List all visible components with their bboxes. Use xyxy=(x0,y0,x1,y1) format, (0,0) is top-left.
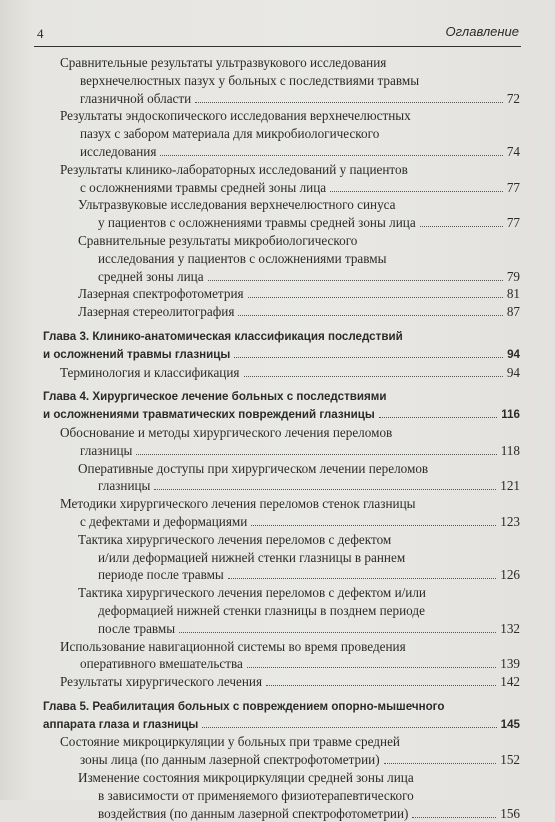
toc-entry-line: Лазерная стереолитография xyxy=(78,304,235,320)
toc-page-number: 94 xyxy=(506,364,520,380)
dot-leader xyxy=(179,632,496,633)
dot-leader xyxy=(244,376,503,377)
toc-entry-line: Тактика хирургического лечения переломов с дефектом и/или xyxy=(78,585,426,601)
toc-entry-line: Сравнительные результаты микробиологического xyxy=(78,232,358,248)
toc-page-number: 123 xyxy=(500,513,520,529)
toc-page-number: 126 xyxy=(500,567,520,583)
chapter-gap xyxy=(0,381,555,388)
toc-page-number: 121 xyxy=(500,478,520,494)
toc-section-entry[interactable] xyxy=(0,424,555,460)
toc-entry-line: с дефектами и деформациями xyxy=(80,513,248,529)
toc-page-number: 72 xyxy=(506,90,520,106)
dot-leader xyxy=(420,226,503,227)
toc-section-entry[interactable] xyxy=(0,285,555,303)
toc-section-entry[interactable] xyxy=(0,769,555,822)
toc-entry-line: Оперативные доступы при хирургическом лечении переломов xyxy=(78,460,429,476)
dot-leader xyxy=(251,525,496,526)
toc-entry-line: аппарата глаза и глазницы xyxy=(43,717,199,731)
toc-entry-line: Обоснование и методы хирургического лечения переломов xyxy=(60,424,393,440)
toc-page-number: 116 xyxy=(501,408,520,422)
chapter-gap xyxy=(0,691,555,698)
toc-page-number: 81 xyxy=(506,286,520,302)
toc-entry-line: Методики хирургического лечения переломов стенок глазницы xyxy=(60,496,416,512)
toc-entry-line: Терминология и классификация xyxy=(60,364,240,380)
toc-page-number: 142 xyxy=(500,674,520,690)
dot-leader xyxy=(330,191,503,192)
toc-entry-line: Глава 5. Реабилитация больных с повреждением опорно-мышечного xyxy=(43,699,445,713)
toc-entry-line: глазничной области xyxy=(80,90,192,106)
toc-entry-line: зоны лица (по данным лазерной спектрофотометрии) xyxy=(80,752,380,768)
toc-section-entry[interactable] xyxy=(0,107,555,160)
toc-page-number: 79 xyxy=(506,268,520,284)
toc-page-number: 132 xyxy=(500,620,520,636)
toc-chapter-entry[interactable] xyxy=(0,388,555,424)
dot-leader xyxy=(154,489,496,490)
dot-leader xyxy=(412,817,496,818)
toc-section-entry[interactable] xyxy=(0,303,555,321)
toc-entry-line: и осложнениями травматических повреждений глазницы xyxy=(43,408,375,422)
toc-entry-line: Результаты хирургического лечения xyxy=(60,674,263,690)
toc-entry-line: средней зоны лица xyxy=(98,268,204,284)
toc-page-number: 74 xyxy=(506,143,520,159)
dot-leader xyxy=(228,578,496,579)
dot-leader xyxy=(266,685,496,686)
header-rule xyxy=(34,46,521,47)
toc-entry-line: с осложнениями травмы средней зоны лица xyxy=(80,179,327,195)
table-of-contents xyxy=(0,54,555,822)
toc-entry-line: Использование навигационной системы во время проведения xyxy=(60,638,406,654)
toc-entry-line: глазницы xyxy=(80,442,133,458)
dot-leader xyxy=(195,102,503,103)
toc-page-number: 152 xyxy=(500,752,520,768)
toc-entry-line: оперативного вмешательства xyxy=(80,656,243,672)
toc-section-entry[interactable] xyxy=(0,584,555,637)
page-number: 4 xyxy=(37,26,44,41)
toc-entry-line: воздействия (по данным лазерной спектрофотометрии) xyxy=(98,805,409,821)
toc-entry-line: глазницы xyxy=(98,478,151,494)
toc-page-number: 156 xyxy=(500,805,520,821)
toc-entry-line: исследования xyxy=(80,143,157,159)
toc-section-entry[interactable] xyxy=(0,196,555,232)
toc-entry-line: Глава 3. Клинико-анатомическая классификация последствий xyxy=(43,329,403,343)
toc-section-entry[interactable] xyxy=(0,531,555,584)
toc-section-entry[interactable] xyxy=(0,673,555,691)
toc-entry-line: в зависимости от применяемого физиотерапевтического xyxy=(98,787,414,803)
toc-entry-line: Лазерная спектрофотометрия xyxy=(78,286,244,302)
toc-section-entry[interactable] xyxy=(0,54,555,107)
toc-section-entry[interactable] xyxy=(0,495,555,531)
toc-section-entry[interactable] xyxy=(0,364,555,382)
toc-entry-line: Результаты клинико-лабораторных исследований у пациентов xyxy=(60,161,408,177)
toc-section-entry[interactable] xyxy=(0,161,555,197)
toc-entry-line: Тактика хирургического лечения переломов с дефектом xyxy=(78,531,392,547)
toc-entry-line: верхнечелюстных пазух у больных с последствиями травмы xyxy=(80,72,420,88)
toc-entry-line: Изменение состояния микроциркуляции средней зоны лица xyxy=(78,770,414,786)
toc-entry-line: Глава 4. Хирургическое лечение больных с последствиями xyxy=(43,390,387,404)
toc-section-entry[interactable] xyxy=(0,232,555,285)
toc-section-entry[interactable] xyxy=(0,460,555,496)
toc-entry-line: у пациентов с осложнениями травмы средней зоны лица xyxy=(98,215,416,231)
toc-page-number: 145 xyxy=(500,717,520,731)
toc-section-entry[interactable] xyxy=(0,638,555,674)
toc-page-number: 77 xyxy=(506,215,520,231)
toc-entry-line: Сравнительные результаты ультразвукового исследования xyxy=(60,55,387,70)
dot-leader xyxy=(208,280,503,281)
dot-leader xyxy=(379,417,497,418)
dot-leader xyxy=(384,763,497,764)
toc-entry-line: Результаты эндоскопического исследования верхнечелюстных xyxy=(60,108,411,124)
toc-entry-line: пазух с забором материала для микробиологического xyxy=(80,126,380,142)
toc-chapter-entry[interactable] xyxy=(0,698,555,734)
chapter-gap xyxy=(0,321,555,328)
toc-section-entry[interactable] xyxy=(0,733,555,769)
toc-page-number: 139 xyxy=(500,656,520,672)
toc-chapter-entry[interactable] xyxy=(0,328,555,364)
toc-entry-line: и/или деформацией нижней стенки глазницы в раннем xyxy=(98,549,406,565)
toc-page-number: 87 xyxy=(506,304,520,320)
running-header-title: Оглавление xyxy=(445,24,519,39)
dot-leader xyxy=(202,727,496,728)
toc-entry-line: исследования у пациентов с осложнениями травмы xyxy=(98,250,387,266)
dot-leader xyxy=(238,315,502,316)
toc-entry-line: и осложнений травмы глазницы xyxy=(43,347,231,361)
toc-entry-line: деформацией нижней стенки глазницы в позднем периоде xyxy=(98,602,425,618)
toc-entry-line: после травмы xyxy=(98,620,176,636)
toc-entry-line: периоде после травмы xyxy=(98,567,224,583)
dot-leader xyxy=(234,357,503,358)
dot-leader xyxy=(248,297,503,298)
toc-entry-line: Ультразвуковые исследования верхнечелюстного синуса xyxy=(78,197,396,213)
toc-page-number: 94 xyxy=(507,347,520,361)
dot-leader xyxy=(247,667,496,668)
toc-page-number: 118 xyxy=(500,442,520,458)
toc-entry-line: Состояние микроциркуляции у больных при травме средней xyxy=(60,734,400,750)
dot-leader xyxy=(136,454,496,455)
dot-leader xyxy=(160,155,502,156)
toc-page-number: 77 xyxy=(506,179,520,195)
